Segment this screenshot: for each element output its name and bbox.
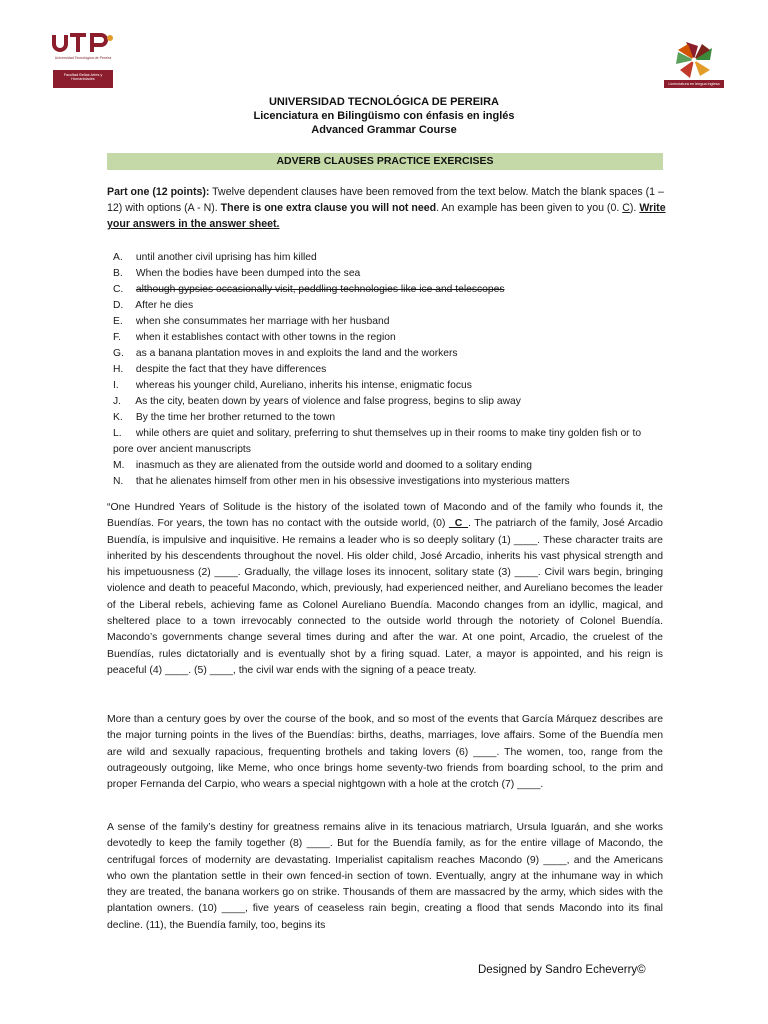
course-name: Advanced Grammar Course — [311, 124, 457, 136]
option-letter: K. — [113, 412, 123, 423]
option-text: whereas his younger child, Aureliano, inherits his intense, enigmatic focus — [135, 380, 472, 391]
option-letter: J. — [113, 396, 122, 407]
passage-paragraph-1 — [107, 500, 663, 679]
option-n — [113, 474, 673, 490]
option-text-struck: although gypsies occasionally visit, peddling technologies like ice and telescopes — [135, 284, 505, 295]
option-text: as a banana plantation moves in and exploits the land and the workers — [135, 348, 458, 359]
logo-caption: Licenciatura en lengua inglesa — [664, 80, 724, 88]
example-letter: C — [622, 202, 630, 214]
option-a — [113, 250, 673, 266]
part-one-instructions — [107, 184, 667, 232]
faculty-band: Facultad Bellas Artes y Humanidades — [53, 70, 113, 88]
option-letter: N. — [113, 476, 124, 487]
option-text: when she consummates her marriage with her husband — [135, 316, 390, 327]
option-letter: C. — [113, 284, 124, 295]
instructions-text-3: ). — [629, 202, 640, 214]
option-g — [113, 346, 673, 362]
option-letter: B. — [113, 268, 123, 279]
option-h — [113, 362, 673, 378]
program-name: Licenciatura en Bilingüismo con énfasis en inglés — [253, 110, 515, 122]
passage-paragraph-2: More than a century goes by over the course of the book, and so most of the events that García Márquez describes are the major turning points in the lives of the Buendías: births, deaths, marriages, love affairs. Some of the Buendía men are wild and sexually rapacious, frequenting brothels and taking lovers (6) ____. The women, too, range from the outrageously outgoing, like Meme, who once brings home seventy-two friends from boarding school, to the prim and proper Fernanda del Carpio, who wears a special nightgown with a hole at the crotch (7) ____. — [107, 714, 663, 791]
option-letter: G. — [113, 348, 124, 359]
option-letter: I. — [113, 380, 119, 391]
paragraph-1-start: “One Hundred Years of Solitude is the history of the isolated town of Macondo and of the family who founds it, the Buendías. For years, the town has no contact with the outside world, (0) — [107, 502, 663, 530]
answer-sheet-instruction: Write your answers in the answer sheet. — [107, 202, 666, 230]
designer-credit: Designed by Sandro Echeverry© — [478, 964, 646, 976]
option-text: until another civil uprising has him killed — [135, 252, 317, 263]
option-d — [113, 298, 673, 314]
option-letter: M. — [113, 460, 125, 471]
option-text: By the time her brother returned to the town — [135, 412, 336, 423]
option-j — [113, 394, 673, 410]
option-m — [113, 458, 673, 474]
option-letter: A. — [113, 252, 123, 263]
option-letter: D. — [113, 300, 124, 311]
university-name: UNIVERSIDAD TECNOLÓGICA DE PEREIRA — [268, 96, 499, 108]
utp-logo — [50, 26, 116, 94]
option-k — [113, 410, 673, 426]
passage-paragraph-3: A sense of the family’s destiny for greatness remains alive in its tenacious matriarch, Ursula Iguarán, and she works devotedly to keep the family together (8) ____. But for the Buendía family, as for the entire village of Macondo, the centrifugal forces of modernity are devastating. Imperialist capitalism reaches Macondo (9) ____, and the Americans who own the plantation settle in their own fenced-in section of town. Eventually, angry at the inhumane way in which they are treated, the banana workers go on strike. Thousands of them are massacred by the army, which sides with the plantation owners. (10) ____, five years of ceaseless rain begin, creating a flood that sends Macondo into its final decline. (11), the Buendía family, too, begins its — [107, 822, 663, 931]
pinwheel-icon — [664, 40, 724, 80]
exercise-title-banner: ADVERB CLAUSES PRACTICE EXERCISES — [107, 153, 663, 170]
option-text: inasmuch as they are alienated from the outside world and doomed to a solitary ending — [135, 460, 532, 471]
option-letter: E. — [113, 316, 123, 327]
option-text: When the bodies have been dumped into the sea — [135, 268, 361, 279]
instructions-text-2: . An example has been given to you (0. — [436, 202, 623, 214]
option-letter: H. — [113, 364, 124, 375]
option-e — [113, 314, 673, 330]
option-l — [113, 426, 661, 458]
example-blank: _C_ — [448, 518, 469, 530]
option-text: while others are quiet and solitary, preferring to shut themselves up in their rooms to make tiny golden fish or to pore over ancient manuscripts — [113, 428, 642, 455]
option-i — [113, 378, 673, 394]
pinwheel-logo — [664, 40, 724, 92]
option-letter: L. — [113, 428, 122, 439]
option-text: As the city, beaten down by years of violence and false progress, begins to slip away — [135, 396, 521, 407]
option-text: that he alienates himself from other men in his obsessive investigations into mysterious matters — [135, 476, 570, 487]
part-label: Part one (12 points): — [107, 186, 210, 198]
instructions-text-1: Twelve dependent clauses have been removed from the text below. Match the blank spaces (1 – 12) with options (A - N). — [107, 186, 664, 214]
option-text: despite the fact that they have differences — [135, 364, 327, 375]
option-text: when it establishes contact with other towns in the region — [135, 332, 396, 343]
option-b — [113, 266, 673, 282]
extra-clause-note: There is one extra clause you will not need — [220, 202, 437, 214]
paragraph-1-rest: . The patriarch of the family, José Arcadio Buendía, is impulsive and inquisitive. He remains a leader who is so deeply solitary (1) ____. These character traits are inherited by his descendents throughout the novel. His older child, José Arcadio, inherits his vast physical strength and his impetuousness (2) ____. Gradually, the village loses its innocent, solitary state (3) ____. Civil wars begin, bringing violence and death to peaceful Macondo, which, previously, had experienced neither, and Aureliano becomes the leader of the Liberal rebels, achieving fame as Colonel Aureliano Buendía. Macondo changes from an idyllic, magical, and sheltered place to a town irrevocably connected to the outside world through the notoriety of Colonel Buendía. Macondo’s governments change several times during and after the war. At one point, Arcadio, the cruelest of the Buendías, rules dictatorially and is eventually shot by a firing squad. Later, a mayor is appointed, and his reign is peaceful (4) ____. (5) ____, the civil war ends with the signing of a peace treaty. — [107, 518, 663, 676]
option-f — [113, 330, 673, 346]
option-letter: F. — [113, 332, 122, 343]
utp-logo-subtitle: Universidad Tecnológica de Pereira — [54, 56, 112, 60]
utp-logo-mark — [50, 32, 116, 54]
option-text: After he dies — [135, 300, 194, 311]
option-c — [113, 282, 673, 298]
